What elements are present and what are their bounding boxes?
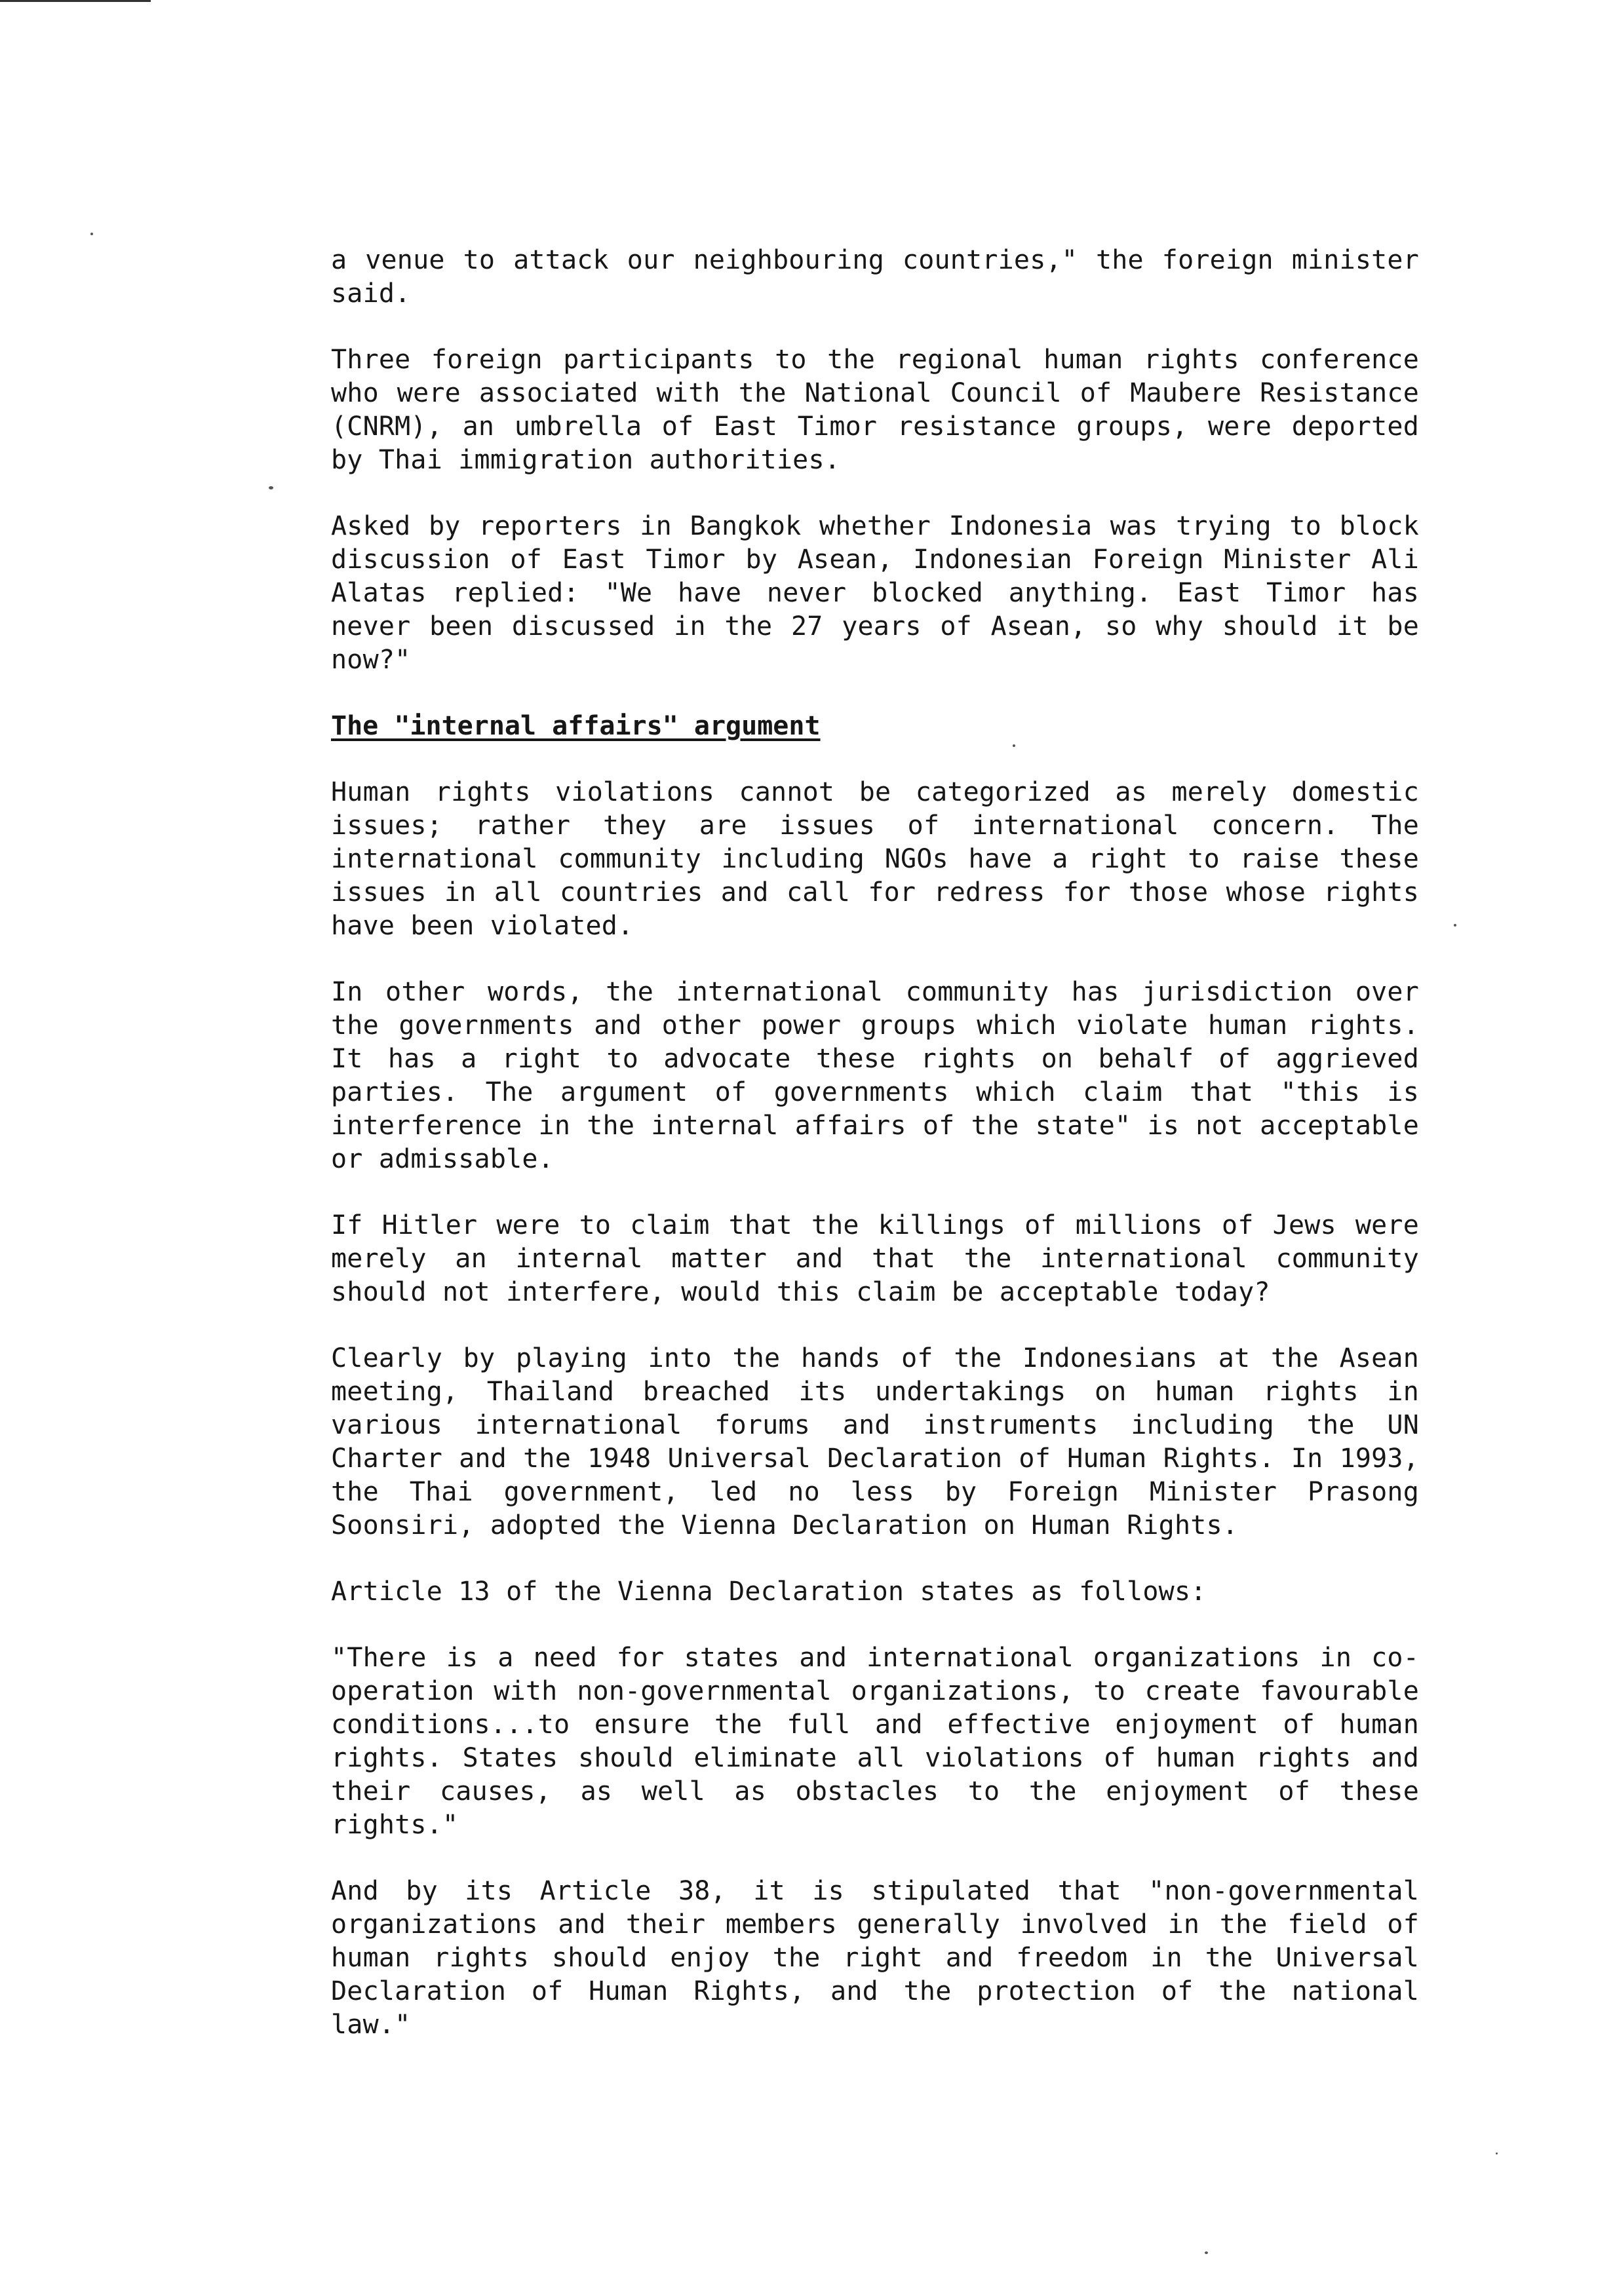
scan-speck — [90, 233, 93, 235]
paragraph: Clearly by playing into the hands of the Indonesians at the Asean meeting, Thailand breached its undertakings on human rights in various international forums and instruments including the UN Charter and the 1948 Universal Declaration of Human Rights. In 1993, the Thai government, led no less by Foreign Minister Prasong Soonsiri, adopted the Vienna Declaration on Human Rights. — [331, 1343, 1419, 1540]
paragraph: Asked by reporters in Bangkok whether Indonesia was trying to block discussion of East Timor by Asean, Indonesian Foreign Minister Ali Alatas replied: "We have never blocked anything. East Timor has never been discussed in the 27 years of Asean, so why should it be now?" — [331, 511, 1419, 675]
paragraph: And by its Article 38, it is stipulated that "non-governmental organizations and their members generally involved in the field of human rights should enjoy the right and freedom in the Universal Declaration of Human Rights, and the protection of the national law." — [331, 1876, 1419, 2040]
scan-speck — [269, 486, 273, 489]
paragraph: Human rights violations cannot be categorized as merely domestic issues; rather they are issues of international concern. The international community including NGOs have a right to raise these issues in all countries and call for redress for those whose rights have been violated. — [331, 777, 1419, 941]
document-body — [331, 244, 1419, 2075]
paragraph: If Hitler were to claim that the killings of millions of Jews were merely an internal matter and that the international community should not interfere, would this claim be acceptable today? — [331, 1210, 1419, 1307]
quoted-paragraph: "There is a need for states and international organizations in co-operation with non-governmental organizations, to create favourable conditions...to ensure the full and effective enjoyment of human rights. States should eliminate all violations of human rights and their causes, as well as obstacles to the enjoyment of these rights." — [331, 1643, 1419, 1840]
scan-speck — [1496, 2152, 1498, 2154]
paragraph: In other words, the international community has jurisdiction over the governments and other power groups which violate human rights. It has a right to advocate these rights on behalf of aggrieved parties. The argument of governments which claim that "this is interference in the internal affairs of the state" is not acceptable or admissable. — [331, 977, 1419, 1174]
paragraph: Three foreign participants to the regional human rights conference who were associated with the National Council of Maubere Resistance (CNRM), an umbrella of East Timor resistance groups, were deported by Thai immigration authorities. — [331, 345, 1419, 475]
section-heading: The "internal affairs" argument — [331, 711, 821, 741]
scan-speck — [1454, 924, 1456, 927]
paragraph: Article 13 of the Vienna Declaration states as follows: — [331, 1577, 1207, 1607]
scan-edge-mark — [0, 0, 151, 2]
scan-speck — [1205, 2251, 1208, 2254]
paragraph: a venue to attack our neighbouring countries," the foreign minister said. — [331, 245, 1419, 309]
